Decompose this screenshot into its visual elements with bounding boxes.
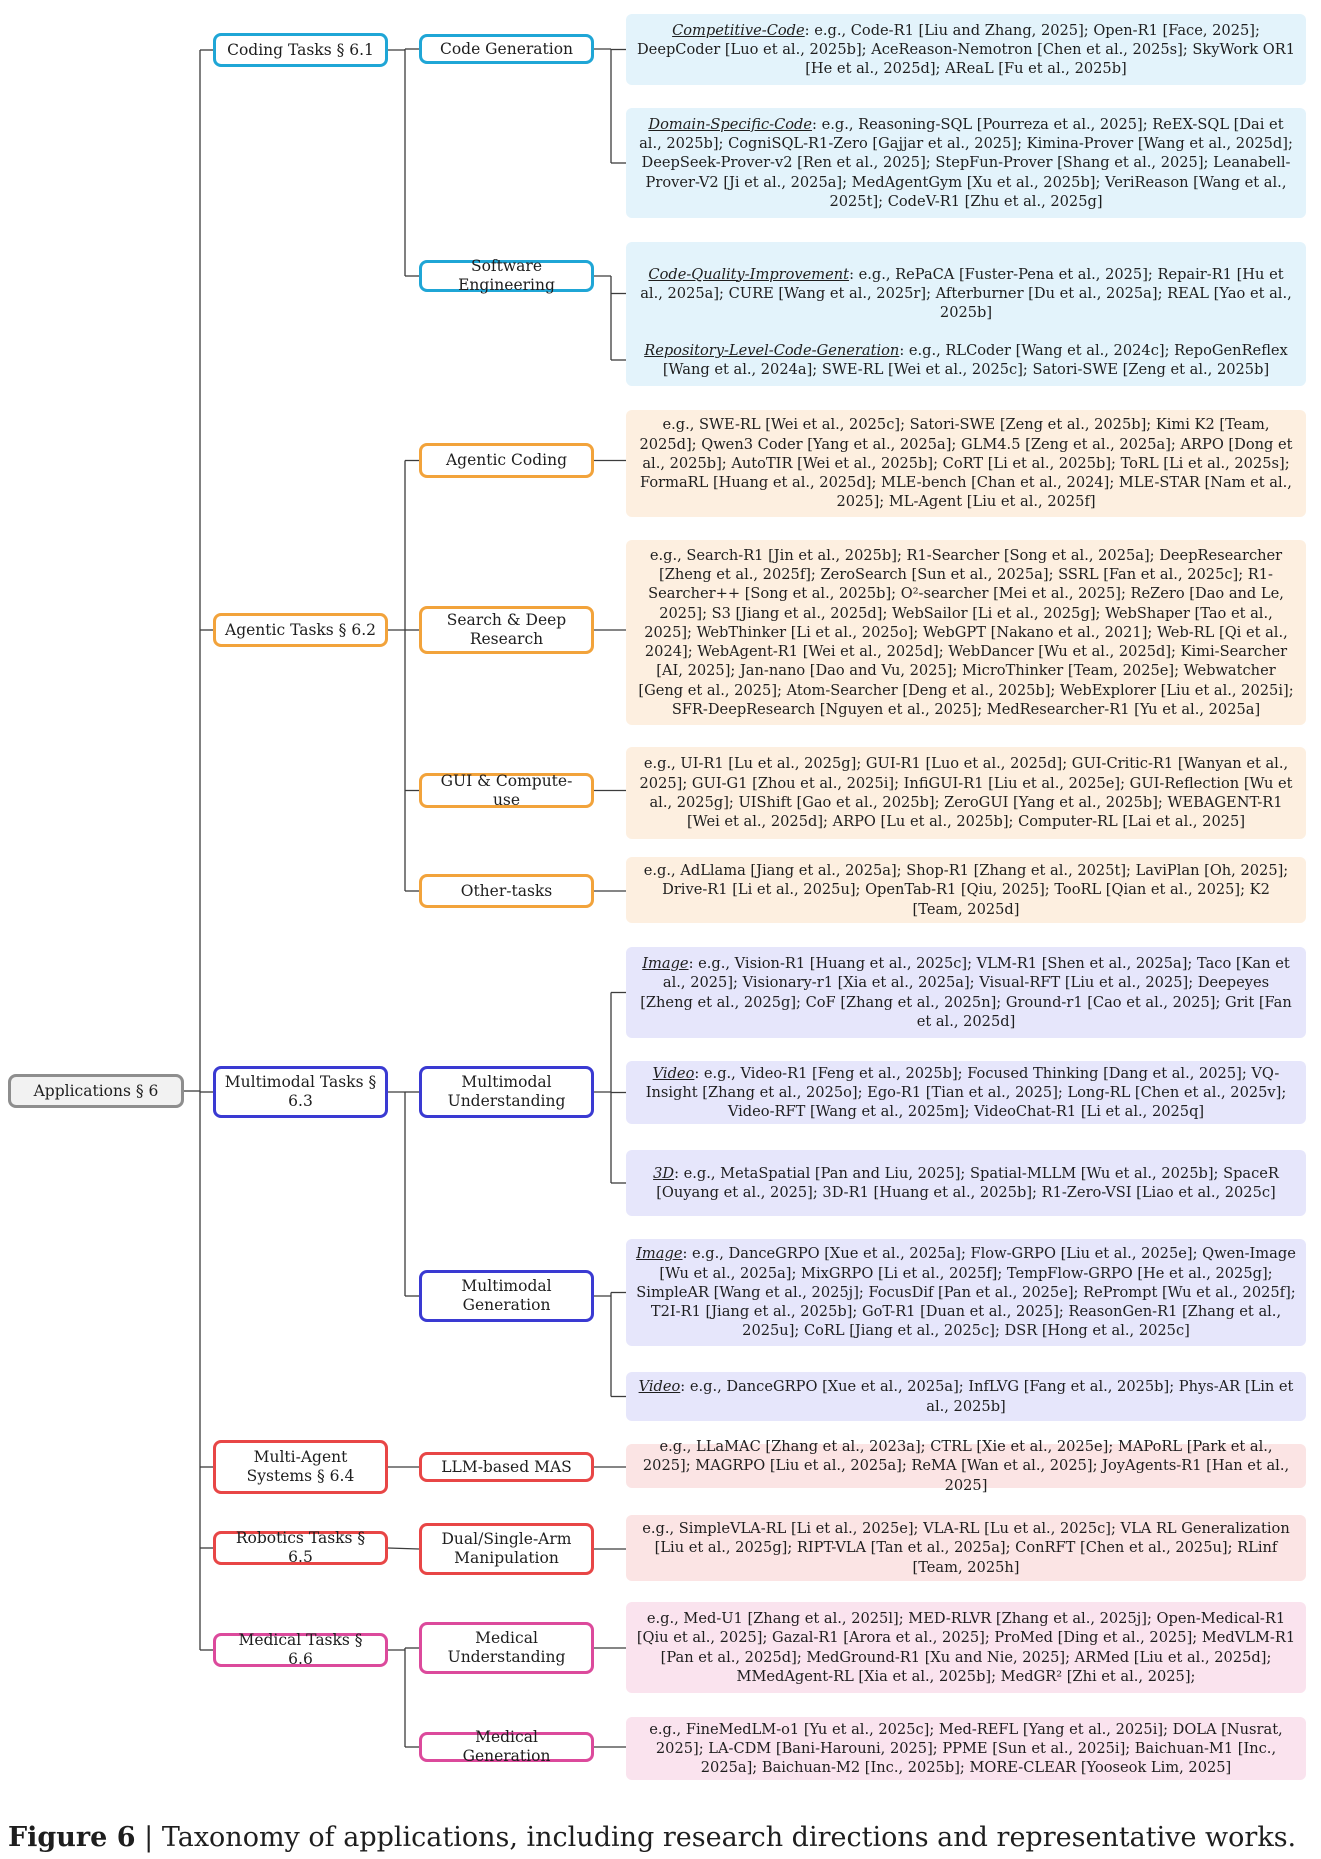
subcategory-llm-mas: LLM-based MAS <box>419 1452 594 1482</box>
leaf-text <box>636 1064 1296 1122</box>
leaf-text <box>636 265 1296 323</box>
subcategory-gui: GUI & Compute-use <box>419 773 594 808</box>
leaf-text <box>636 415 1296 511</box>
root-node: Applications § 6 <box>8 1074 184 1108</box>
leaf-body: e.g., AdLlama [Jiang et al., 2025a]; Shop-R1 [Zhang et al., 2025t]; LaviPlan [Oh, 2025]; Drive-R1 [Li et al., 2025u]; OpenTab-R1 [Qiu, 2025]; TooRL [Qian et al., 2025]; K2 [Team, 2025d] <box>643 862 1289 918</box>
subcategory-mmg: Multimodal Generation <box>419 1270 594 1322</box>
leaf-label: Code-Quality-Improvement <box>648 265 850 283</box>
leaf-vid-u <box>626 1061 1306 1124</box>
category-medical: Medical Tasks § 6.6 <box>213 1633 388 1667</box>
leaf-text <box>636 1164 1296 1203</box>
sub-connector-robotics <box>388 1548 419 1549</box>
leaf-label: Video <box>638 1378 681 1396</box>
leaf-body: : e.g., Code-R1 [Liu and Zhang, 2025]; Open-R1 [Face, 2025]; DeepCoder [Luo et al., 2025b]; AceReason-Nemotron [Chen et al., 2025s]; SkyWork OR1 [He et al., 2025d]; AReaL [Fu et al., 2025b] <box>636 21 1295 78</box>
leaf-competitive <box>626 14 1306 85</box>
leaf-ac <box>626 410 1306 517</box>
leaf-body: e.g., LLaMAC [Zhang et al., 2023a]; CTRL [Xie et al., 2025e]; MAPoRL [Park et al., 2025]; MAGRPO [Liu et al., 2025a]; ReMA [Wan et al., 2025]; JoyAgents-R1 [Han et al., 2025] <box>642 1438 1290 1494</box>
leaf-mu <box>626 1602 1306 1693</box>
leaf-text <box>636 754 1296 831</box>
leaf-text <box>636 341 1296 380</box>
leaf-text <box>636 1519 1296 1577</box>
leaf-body: : e.g., MetaSpatial [Pan and Liu, 2025]; Spatial-MLLM [Wu et al., 2025b]; SpaceR [Ouyang et al., 2025]; 3D-R1 [Huang et al., 2025b]; R1-Zero-VSI [Liao et al., 2025c] <box>656 1164 1279 1201</box>
leaf-rb <box>626 1515 1306 1581</box>
category-agentic: Agentic Tasks § 6.2 <box>213 613 388 647</box>
leaf-body: e.g., SWE-RL [Wei et al., 2025c]; Satori-SWE [Zeng et al., 2025b]; Kimi K2 [Team, 2025d]; Qwen3 Coder [Yang et al., 2025a]; GLM4.5 [Zeng et al., 2025a]; ARPO [Dong et al., 2025b]; AutoTIR [Wei et al., 2025b]; CoRT [Li et al., 2025b]; ToRL [Li et al., 2025s]; FormaRL [Huang et al., 2025d]; MLE-bench [Chan et al., 2024]; MLE-STAR [Nam et al., 2025]; ML-Agent [Liu et al., 2025f] <box>639 416 1293 511</box>
caption-label: Figure 6 <box>8 1822 136 1853</box>
subcategory-medu: Medical Understanding <box>419 1622 594 1674</box>
leaf-text <box>636 1437 1296 1495</box>
leaf-quality <box>626 242 1306 345</box>
leaf-text <box>636 1720 1296 1778</box>
leaf-text <box>636 1377 1296 1416</box>
subcategory-search: Search & Deep Research <box>419 606 594 654</box>
leaf-body: e.g., SimpleVLA-RL [Li et al., 2025e]; VLA-RL [Lu et al., 2025c]; VLA RL Generalization [Liu et al., 2025g]; RIPT-VLA [Tan et al., 2025a]; ConRFT [Chen et al., 2025u]; RLinf [Team, 2025h] <box>642 1520 1290 1576</box>
leaf-sd <box>626 540 1306 725</box>
category-coding: Coding Tasks § 6.1 <box>213 33 388 67</box>
leaf-3d-u <box>626 1150 1306 1216</box>
leaf-body: e.g., Med-U1 [Zhang et al., 2025l]; MED-RLVR [Zhang et al., 2025j]; Open-Medical-R1 [Qiu et al., 2025]; Gazal-R1 [Arora et al., 2025]; ProMed [Ding et al., 2025]; MedVLM-R1 [Pan et al., 2025d]; MedGround-R1 [Xu and Nie, 2025]; ARMed [Liu et al., 2025d]; MMedAgent-RL [Xia et al., 2025b]; MedGR² [Zhi et al., 2025]; <box>636 1609 1296 1685</box>
subcategory-arm: Dual/Single-Arm Manipulation <box>419 1523 594 1575</box>
leaf-body: : e.g., DanceGRPO [Xue et al., 2025a]; Flow-GRPO [Liu et al., 2025e]; Qwen-Image [Wu et al., 2025a]; MixGRPO [Li et al., 2025f]; TempFlow-GRPO [He et al., 2025g]; SimpleAR [Wang et al., 2025j]; FocusDif [Pan et al., 2025e]; RePrompt [Wu et al., 2025f]; T2I-R1 [Jiang et al., 2025b]; GoT-R1 [Duan et al., 2025]; ReasonGen-R1 [Zhang et al., 2025u]; CoRL [Jiang et al., 2025c]; DSR [Hong et al., 2025c] <box>636 1245 1296 1340</box>
leaf-body: : e.g., Reasoning-SQL [Pourreza et al., 2025]; ReEX-SQL [Dai et al., 2025b]; CogniSQL-R1-Zero [Gajjar et al., 2025]; Kimina-Prover [Wang et al., 2025d]; DeepSeek-Prover-v2 [Ren et al., 2025]; StepFun-Prover [Shang et al., 2025]; Leanabell-Prover-V2 [Ji et al., 2025a]; MedAgentGym [Xu et al., 2025b]; VeriReason [Wang et al., 2025t]; CodeV-R1 [Zhu et al., 2025g] <box>639 115 1293 210</box>
subcategory-other: Other-tasks <box>419 874 594 908</box>
leaf-text <box>636 861 1296 919</box>
leaf-img-g <box>626 1239 1306 1346</box>
figure-caption <box>8 1822 1318 1854</box>
leaf-label: Repository-Level-Code-Generation <box>644 341 900 359</box>
leaf-text <box>636 21 1296 79</box>
leaf-domain <box>626 108 1306 218</box>
leaf-label: Image <box>642 954 689 972</box>
leaf-text <box>636 1244 1296 1340</box>
subcategory-medg: Medical Generation <box>419 1732 594 1762</box>
leaf-body: : e.g., Vision-R1 [Huang et al., 2025c]; VLM-R1 [Shen et al., 2025a]; Taco [Kan et al., 2025]; Visionary-r1 [Xia et al., 2025a]; Visual-RFT [Liu et al., 2025]; Deepeyes [Zheng et al., 2025g]; CoF [Zhang et al., 2025n]; Ground-r1 [Cao et al., 2025]; Grit [Fan et al., 2025d] <box>640 954 1292 1030</box>
leaf-mg <box>626 1717 1306 1780</box>
leaf-label: Image <box>636 1245 683 1263</box>
leaf-label: Video <box>652 1064 695 1082</box>
caption-separator: | <box>144 1822 162 1853</box>
leaf-body: e.g., UI-R1 [Lu et al., 2025g]; GUI-R1 [Luo et al., 2025d]; GUI-Critic-R1 [Wanyan et al., 2025]; GUI-G1 [Zhou et al., 2025i]; InfiGUI-R1 [Liu et al., 2025e]; GUI-Reflection [Wu et al., 2025g]; UIShift [Gao et al., 2025b]; ZeroGUI [Yang et al., 2025b]; WEBAGENT-R1 [Wei et al., 2025d]; ARPO [Lu et al., 2025b]; Computer-RL [Lai et al., 2025] <box>639 755 1293 831</box>
leaf-body: : e.g., RePaCA [Fuster-Pena et al., 2025]; Repair-R1 [Hu et al., 2025a]; CURE [Wang et al., 2025r]; Afterburner [Du et al., 2025a]; REAL [Yao et al., 2025b] <box>640 265 1292 322</box>
leaf-ot <box>626 857 1306 923</box>
leaf-repo <box>626 334 1306 386</box>
category-multimodal: Multimodal Tasks § 6.3 <box>213 1066 388 1118</box>
leaf-text <box>636 115 1296 211</box>
leaf-body: : e.g., RLCoder [Wang et al., 2024c]; RepoGenReflex [Wang et al., 2024a]; SWE-RL [Wei et al., 2025c]; Satori-SWE [Zeng et al., 2025b] <box>662 341 1288 378</box>
subcategory-agentic-coding: Agentic Coding <box>419 443 594 478</box>
leaf-body: e.g., Search-R1 [Jin et al., 2025b]; R1-Searcher [Song et al., 2025a]; DeepResearcher [Zheng et al., 2025f]; ZeroSearch [Sun et al., 2025a]; SSRL [Fan et al., 2025c]; R1-Searcher++ [Song et al., 2025b]; O²-searcher [Mei et al., 2025]; ReZero [Dao and Le, 2025]; S3 [Jiang et al., 2025d]; WebSailor [Li et al., 2025g]; WebShaper [Tao et al., 2025]; WebThinker [Li et al., 2025o]; WebGPT [Nakano et al., 2021]; Web-RL [Qi et al., 2024]; WebAgent-R1 [Wei et al., 2025d]; WebDancer [Wu et al., 2025d]; Kimi-Searcher [AI, 2025]; Jan-nano [Dao and Vu, 2025]; MicroThinker [Team, 2025e]; Webwatcher [Geng et al., 2025]; Atom-Searcher [Deng et al., 2025b]; WebExplorer [Liu et al., 2025i]; SFR-DeepResearch [Nguyen et al., 2025]; MedResearcher-R1 [Yu et al., 2025a] <box>638 546 1294 719</box>
subcategory-swe: Software Engineering <box>419 260 594 292</box>
leaf-text <box>636 954 1296 1031</box>
leaf-vid-g <box>626 1372 1306 1421</box>
leaf-label: Competitive-Code <box>672 21 805 39</box>
leaf-body: : e.g., Video-R1 [Feng et al., 2025b]; Focused Thinking [Dang et al., 2025]; VQ-Insight [Zhang et al., 2025o]; Ego-R1 [Tian et al., 2025]; Long-RL [Chen et al., 2025v]; Video-RFT [Wang et al., 2025m]; VideoChat-R1 [Li et al., 2025q] <box>645 1064 1287 1121</box>
leaf-text <box>636 546 1296 720</box>
subcategory-mmu: Multimodal Understanding <box>419 1066 594 1118</box>
leaf-body: : e.g., DanceGRPO [Xue et al., 2025a]; InfLVG [Fang et al., 2025b]; Phys-AR [Lin et al., 2025b] <box>680 1378 1294 1415</box>
category-robotics: Robotics Tasks § 6.5 <box>213 1531 388 1565</box>
subcategory-codegen: Code Generation <box>419 34 594 64</box>
leaf-body: e.g., FineMedLM-o1 [Yu et al., 2025c]; Med-REFL [Yang et al., 2025i]; DOLA [Nusrat, 2025]; LA-CDM [Bani-Harouni, 2025]; PPME [Sun et al., 2025i]; Baichuan-M1 [Inc., 2025a]; Baichuan-M2 [Inc., 2025b]; MORE-CLEAR [Yooseok Lim, 2025] <box>649 1720 1283 1777</box>
leaf-ms <box>626 1438 1306 1494</box>
leaf-gu <box>626 747 1306 839</box>
leaf-text <box>636 1609 1296 1686</box>
leaf-label: 3D <box>653 1164 675 1182</box>
leaf-img-u <box>626 947 1306 1038</box>
caption-text: Taxonomy of applications, including research directions and representative works. <box>161 1822 1297 1853</box>
leaf-label: Domain-Specific-Code <box>648 115 813 133</box>
category-mas: Multi-Agent Systems § 6.4 <box>213 1440 388 1494</box>
